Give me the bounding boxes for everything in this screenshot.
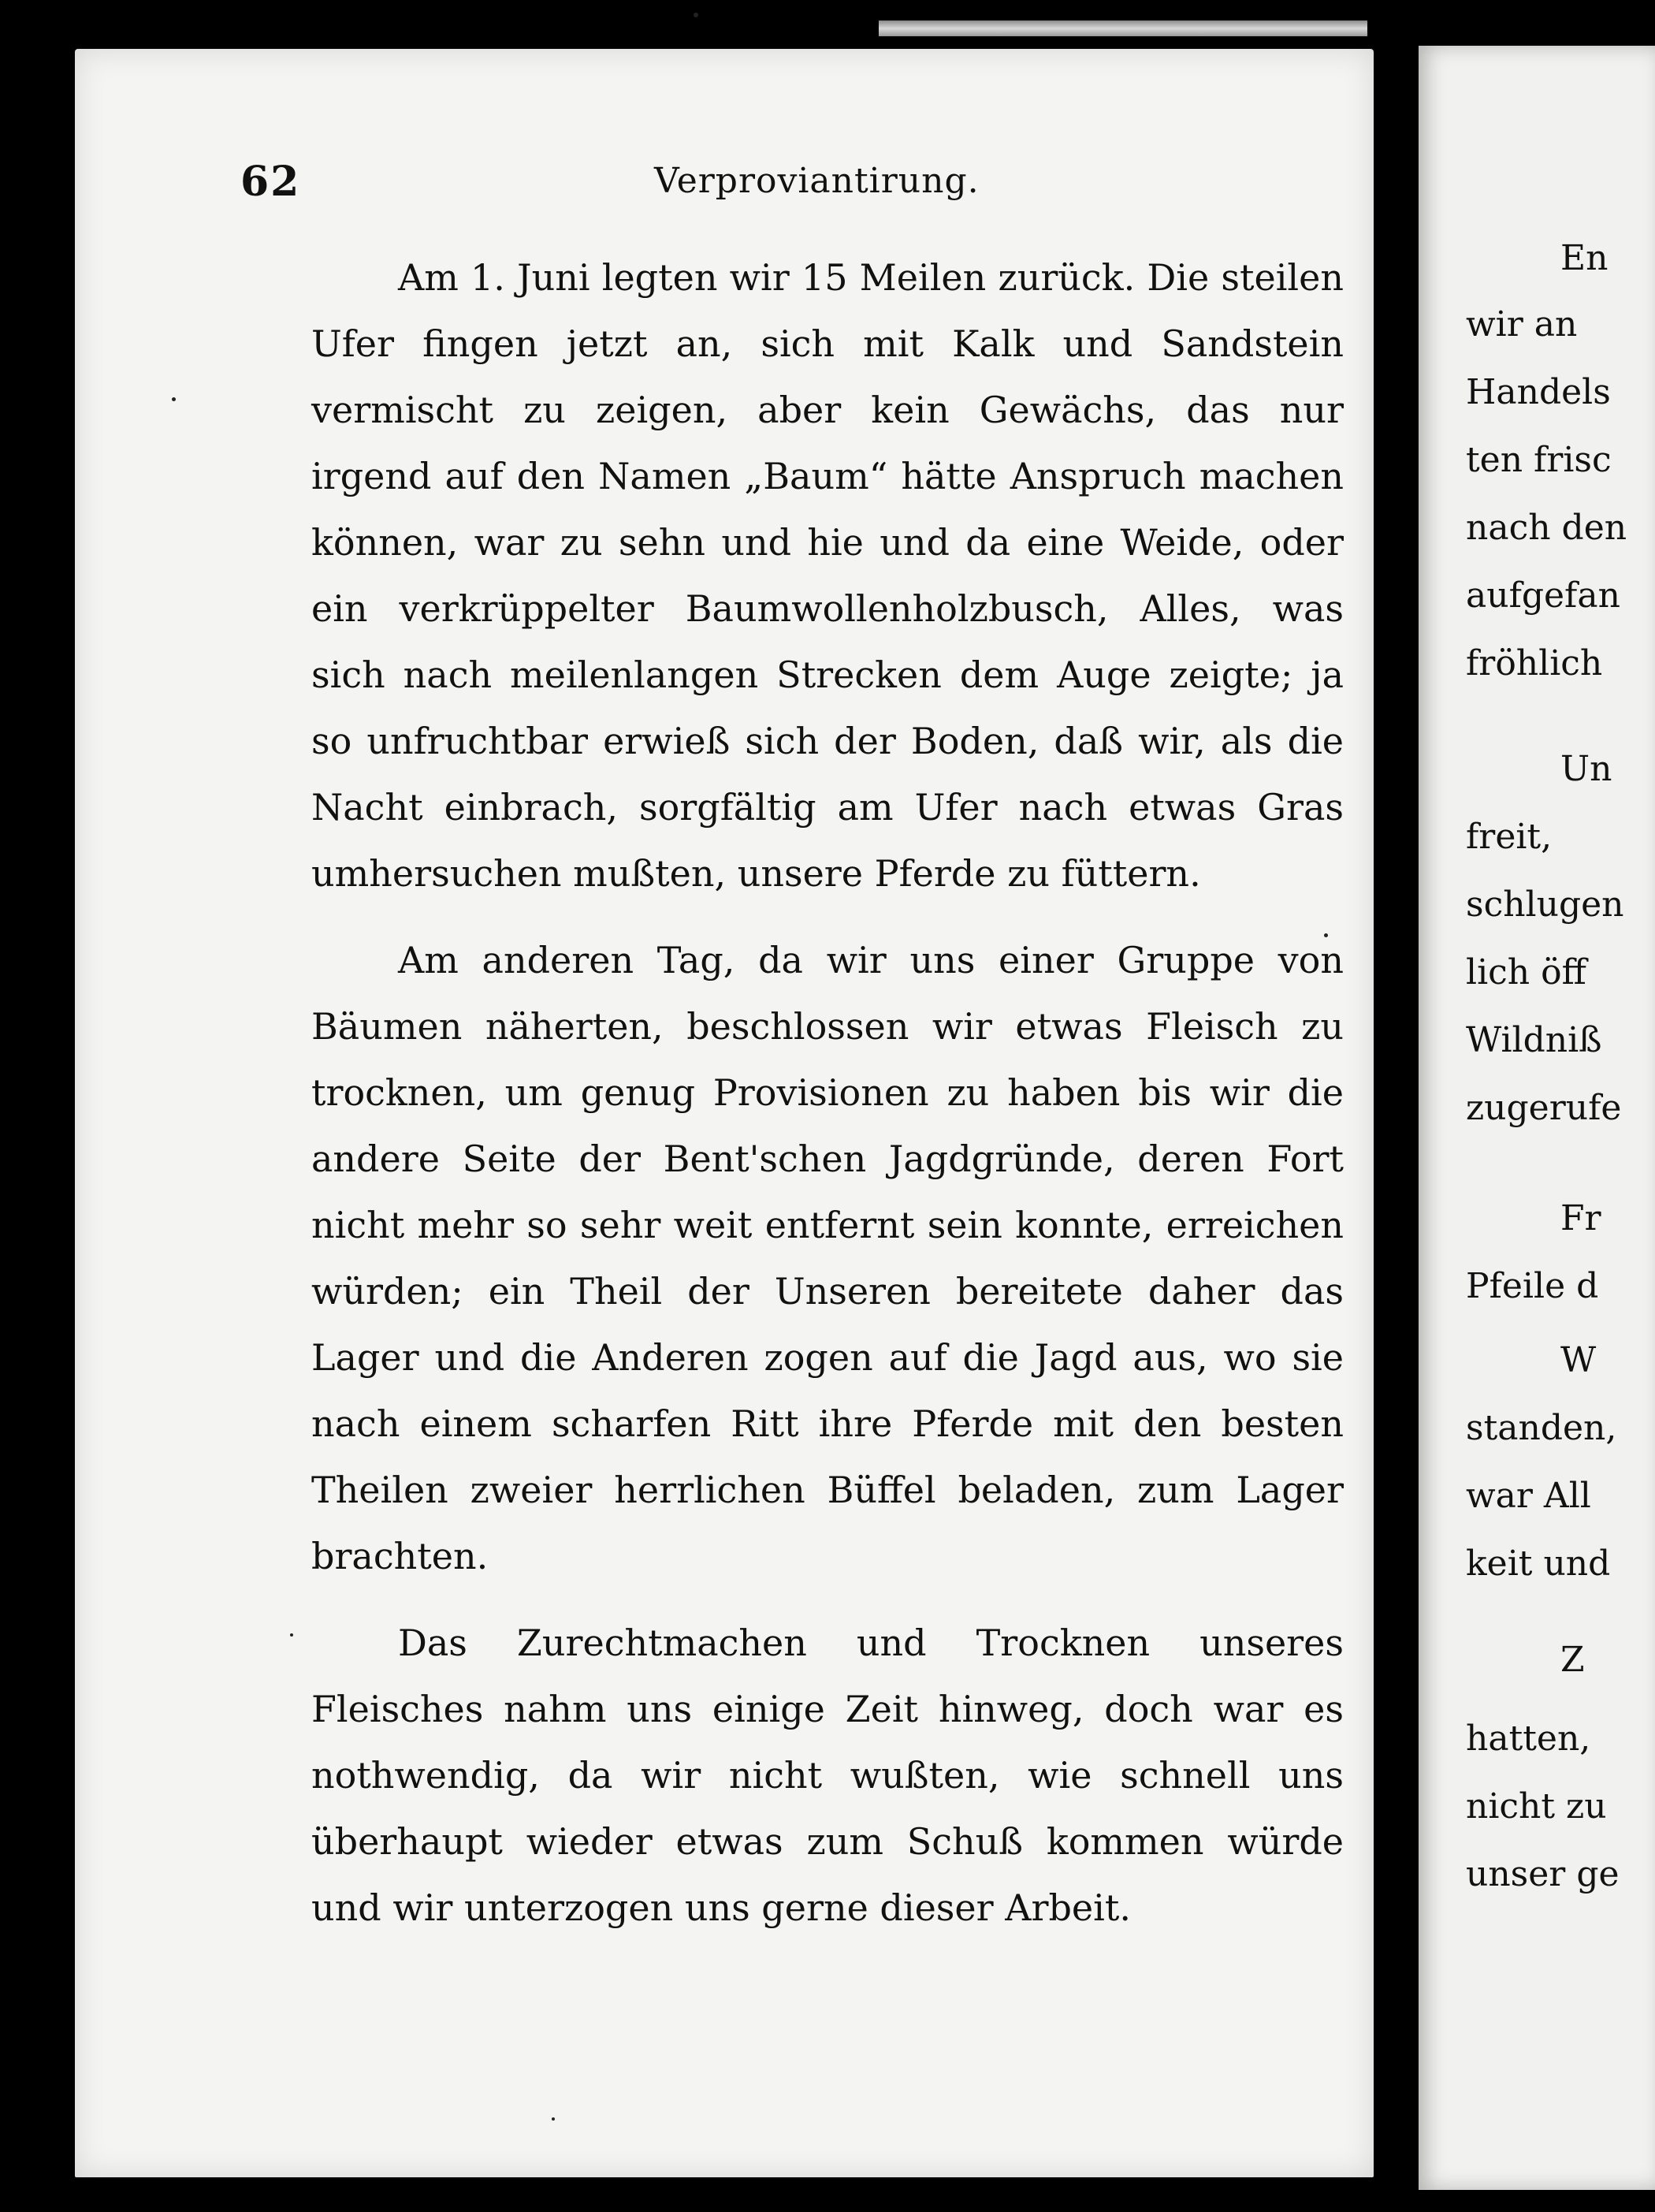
- facing-page-line: standen,: [1466, 1408, 1617, 1448]
- facing-page-line: keit und: [1466, 1544, 1611, 1584]
- facing-page-line: lich öff: [1466, 952, 1586, 992]
- facing-page-line: ten frisc: [1466, 440, 1612, 480]
- paragraph: Das Zurechtmachen und Trocknen unseres Fleisches nahm uns einige Zeit hinweg, doch war es nothwendig, da wir nicht wußten, wie schnell uns überhaupt wieder etwas zum Schuß kommen würde und wir unterzogen uns gerne dieser Arbeit.: [311, 1622, 1344, 1929]
- facing-page-line: fröhlich: [1466, 643, 1603, 683]
- facing-page-line: W: [1560, 1340, 1597, 1380]
- facing-page-line: unser ge: [1466, 1854, 1620, 1894]
- facing-page-line: schlugen: [1466, 884, 1624, 925]
- facing-page-line: En: [1560, 238, 1609, 278]
- facing-page-line: freit,: [1466, 817, 1553, 857]
- facing-page-line: war All: [1466, 1476, 1591, 1516]
- facing-page-line: Wildniß: [1466, 1020, 1602, 1060]
- facing-page-line: Pfeile d: [1466, 1266, 1599, 1306]
- facing-page-line: wir an: [1466, 304, 1578, 344]
- facing-page-line: Un: [1560, 749, 1612, 789]
- facing-page-line: Z: [1560, 1640, 1585, 1680]
- page-number: 62: [240, 158, 301, 206]
- facing-page-line: hatten,: [1466, 1719, 1591, 1759]
- paragraph: Am anderen Tag, da wir uns einer Gruppe von Bäumen näherten, beschlossen wir etwas Fleisch zu trocknen, um genug Provisionen zu haben bis wir die andere Seite der Bent'schen Jagdgründe, deren Fort nicht mehr so sehr weit entfernt sein konnte, erreichen würden; ein Theil der Unseren bereitete daher das Lager und die Anderen zogen auf die Jagd aus, wo sie nach einem scharfen Ritt ihre Pferde mit den besten Theilen zweier herrlichen Büffel beladen, zum Lager brachten.: [311, 939, 1344, 1577]
- page-header: [240, 158, 1344, 213]
- running-head: Verproviantirung.: [654, 161, 980, 201]
- paragraph: Am 1. Juni legten wir 15 Meilen zurück. Die steilen Ufer fingen jetzt an, sich mit Kalk und Sandstein vermischt zu zeigen, aber kein Gewächs, das nur irgend auf den Namen „Baum“ hätte Anspruch machen können, war zu sehn und hie und da eine Weide, oder ein verkrüppelter Baumwollenholzbusch, Alles, was sich nach meilenlangen Strecken dem Auge zeigte; ja so unfruchtbar erwieß sich der Boden, daß wir, als die Nacht einbrach, sorgfältig am Ufer nach etwas Gras umhersuchen mußten, unsere Pferde zu füttern.: [311, 256, 1344, 895]
- page-body-text: [311, 244, 1344, 1941]
- facing-page-line: Handels: [1466, 372, 1611, 412]
- facing-page-line: nicht zu: [1466, 1786, 1607, 1827]
- scan-edge-strip: [879, 20, 1367, 36]
- facing-page-line: zugerufe: [1466, 1088, 1622, 1128]
- facing-page-line: aufgefan: [1466, 575, 1620, 616]
- facing-page-line: nach den: [1466, 508, 1627, 548]
- facing-page-line: Fr: [1560, 1198, 1601, 1238]
